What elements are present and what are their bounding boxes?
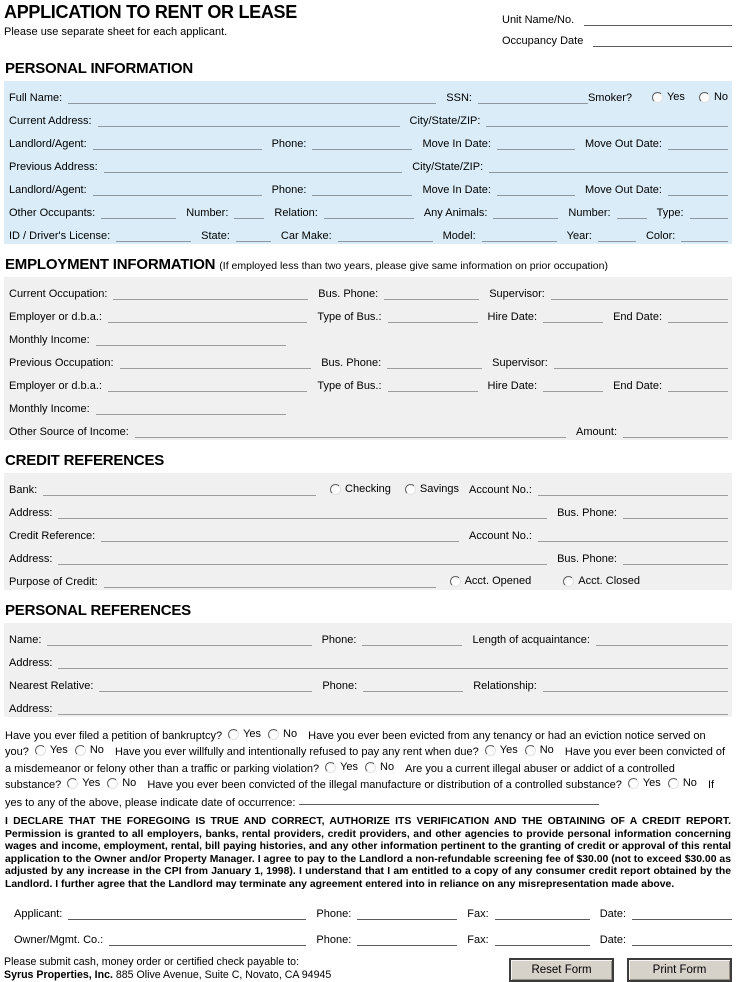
current-landlord-agent-field[interactable] — [93, 135, 262, 150]
radio-icon — [652, 92, 663, 103]
model-field[interactable] — [482, 227, 557, 242]
radio-icon — [75, 745, 86, 756]
credit-reference-row — [8, 520, 728, 543]
current-monthly-income-row — [8, 324, 728, 347]
monthly-income-label: Monthly Income: — [9, 403, 90, 415]
smoker-no-radio[interactable] — [699, 91, 728, 103]
monthly-income-label: Monthly Income: — [9, 334, 90, 346]
radio-label: No — [682, 777, 697, 790]
move-out-date-label: Move Out Date: — [584, 184, 662, 196]
previous-landlord-phone-field[interactable] — [312, 181, 412, 196]
length-acquaintance-label: Length of acquaintance: — [472, 634, 590, 646]
phone-label: Phone: — [322, 680, 358, 692]
header-fields — [492, 2, 732, 48]
radio-icon — [628, 778, 639, 789]
applicant-signature-field[interactable] — [68, 905, 306, 920]
current-address-row — [8, 105, 728, 128]
radio-label: No — [539, 744, 554, 757]
previous-end-date-field[interactable] — [668, 377, 728, 392]
unit-name-row — [492, 6, 732, 27]
bankruptcy-yes-radio[interactable] — [228, 727, 261, 742]
credit-address-field[interactable] — [58, 550, 547, 565]
previous-move-out-date-field[interactable] — [668, 181, 728, 196]
submit-note: Please submit cash, money order or certified check payable to: — [4, 956, 300, 969]
radio-label: Acct. Closed — [578, 575, 640, 587]
radio-label: Yes — [243, 728, 262, 740]
applicant-signature-row — [4, 895, 732, 921]
radio-label: Acct. Opened — [464, 575, 532, 587]
savings-radio[interactable] — [405, 483, 459, 495]
previous-landlord-row — [8, 174, 728, 197]
type-label: Type: — [656, 207, 684, 219]
radio-label: Yes — [82, 777, 101, 790]
previous-city-state-zip-field[interactable] — [489, 158, 728, 173]
end-date-label: End Date: — [613, 311, 662, 323]
previous-type-of-bus-field[interactable] — [388, 377, 478, 392]
move-in-date-label: Move In Date: — [422, 184, 491, 196]
credit-references-block — [4, 473, 732, 590]
radio-icon — [268, 729, 279, 740]
year-field[interactable] — [598, 227, 636, 242]
current-hire-date-field[interactable] — [543, 308, 603, 323]
radio-label: Yes — [340, 760, 359, 773]
question-evicted: Have you ever been evicted from any tenancy or had an eviction notice served on you? — [5, 729, 706, 759]
other-occupants-label: Other Occupants: — [9, 207, 96, 219]
other-income-label: Other Source of Income: — [9, 426, 129, 438]
header-titles — [4, 2, 297, 48]
radio-label: No — [122, 777, 137, 790]
car-make-field[interactable] — [338, 227, 433, 242]
date-label: Date: — [599, 934, 626, 947]
ssn-field[interactable] — [478, 89, 588, 104]
current-landlord-row — [8, 128, 728, 151]
occupancy-date-row — [492, 27, 732, 48]
substance-abuser-no-radio[interactable] — [107, 776, 136, 791]
state-label: State: — [201, 230, 230, 242]
previous-employer-row — [8, 370, 728, 393]
checking-radio[interactable] — [330, 483, 391, 495]
subtitle: Please use separate sheet for each applicant. — [4, 26, 228, 38]
id-drivers-license-field[interactable] — [116, 227, 191, 242]
current-address-field[interactable] — [98, 112, 400, 127]
relationship-label: Relationship: — [473, 680, 537, 692]
radio-icon — [35, 745, 46, 756]
bank-address-field[interactable] — [58, 504, 547, 519]
radio-icon — [699, 92, 710, 103]
phone-label: Phone: — [316, 934, 352, 947]
evicted-no-radio[interactable] — [75, 743, 104, 758]
previous-bus-phone-field[interactable] — [387, 354, 482, 369]
type-of-bus-label: Type of Bus.: — [317, 380, 382, 392]
smoker-yes-radio[interactable] — [652, 91, 685, 103]
radio-icon — [365, 762, 376, 773]
number-label: Number: — [186, 207, 229, 219]
year-label: Year: — [566, 230, 592, 242]
previous-address-row — [8, 151, 728, 174]
radio-icon — [405, 484, 416, 495]
section-employment-information — [5, 256, 732, 273]
occupancy-date-field[interactable] — [593, 32, 732, 47]
current-address-label: Current Address: — [9, 115, 92, 127]
full-name-row — [8, 82, 728, 105]
phone-label: Phone: — [321, 634, 357, 646]
current-employer-field[interactable] — [108, 308, 307, 323]
radio-icon — [330, 484, 341, 495]
length-acquaintance-field[interactable] — [596, 631, 728, 646]
bus-phone-label: Bus. Phone: — [557, 507, 617, 519]
current-occupation-row — [8, 278, 728, 301]
previous-occupation-field[interactable] — [120, 354, 312, 369]
personal-information-block — [4, 81, 732, 244]
other-occupants-field[interactable] — [101, 204, 176, 219]
applicant-label: Applicant: — [14, 908, 63, 921]
smoker-label: Smoker? — [587, 92, 632, 104]
full-name-field[interactable] — [68, 89, 436, 104]
credit-reference-label: Credit Reference: — [9, 530, 96, 542]
question-refused-rent: Have you ever willfully and intentionally refused to pay any rent when due? — [114, 746, 479, 759]
reference-address-field[interactable] — [58, 654, 728, 669]
nearest-relative-row — [8, 670, 728, 693]
convicted-no-radio[interactable] — [365, 760, 394, 775]
unit-name-label: Unit Name/No. — [502, 14, 575, 26]
radio-icon — [325, 762, 336, 773]
radio-label: Yes — [642, 777, 661, 790]
employer-dba-label: Employer or d.b.a.: — [9, 311, 102, 323]
relative-phone-field[interactable] — [363, 677, 463, 692]
supervisor-label: Supervisor: — [489, 288, 545, 300]
full-name-label: Full Name: — [9, 92, 63, 104]
fax-label: Fax: — [467, 908, 489, 921]
bank-row — [8, 474, 728, 497]
current-move-out-date-field[interactable] — [668, 135, 728, 150]
current-type-of-bus-field[interactable] — [388, 308, 478, 323]
manufacture-yes-radio[interactable] — [628, 776, 661, 791]
previous-address-field[interactable] — [104, 158, 403, 173]
relationship-field[interactable] — [543, 677, 728, 692]
radio-label: Yes — [499, 744, 518, 757]
applicant-phone-field[interactable] — [357, 905, 457, 920]
radio-label: No — [89, 744, 104, 757]
other-income-amount-field[interactable] — [623, 423, 728, 438]
current-end-date-field[interactable] — [668, 308, 728, 323]
if-yes-note: If yes to any of the above, please indicate date of occurrence: — [5, 778, 715, 809]
unit-name-field[interactable] — [584, 11, 732, 26]
previous-occupation-row — [8, 347, 728, 370]
screening-questions — [5, 727, 731, 810]
city-state-zip-label: City/State/ZIP: — [412, 161, 484, 173]
radio-label: Yes — [666, 91, 685, 103]
nearest-relative-label: Nearest Relative: — [9, 680, 94, 692]
occupancy-date-label: Occupancy Date — [502, 35, 584, 47]
section-credit-references: CREDIT REFERENCES — [5, 452, 165, 469]
current-bus-phone-field[interactable] — [384, 285, 479, 300]
applicant-fax-field[interactable] — [495, 905, 590, 920]
convicted-yes-radio[interactable] — [325, 760, 358, 775]
reset-form-button[interactable]: Reset Form — [509, 958, 614, 982]
radio-label: No — [283, 728, 298, 740]
print-form-button[interactable]: Print Form — [627, 958, 732, 982]
nearest-relative-field[interactable] — [99, 677, 312, 692]
name-label: Name: — [9, 634, 42, 646]
company-name: Syrus Properties, Inc. — [4, 969, 113, 982]
current-occupation-label: Current Occupation: — [9, 288, 108, 300]
type-of-bus-label: Type of Bus.: — [317, 311, 382, 323]
form-buttons — [496, 958, 732, 982]
phone-label: Phone: — [271, 184, 307, 196]
applicant-date-field[interactable] — [632, 905, 732, 920]
credit-reference-field[interactable] — [101, 527, 459, 542]
previous-supervisor-field[interactable] — [554, 354, 728, 369]
bus-phone-label: Bus. Phone: — [318, 288, 379, 300]
other-income-field[interactable] — [135, 423, 566, 438]
relative-address-field[interactable] — [58, 700, 728, 715]
current-supervisor-field[interactable] — [551, 285, 728, 300]
occupants-animals-row — [8, 197, 728, 220]
reference-name-field[interactable] — [47, 631, 311, 646]
substance-abuser-yes-radio[interactable] — [67, 776, 100, 791]
owner-fax-field[interactable] — [495, 931, 590, 946]
bank-label: Bank: — [9, 484, 38, 496]
employment-heading-text: EMPLOYMENT INFORMATION — [5, 256, 216, 273]
relative-address-row — [8, 693, 728, 716]
employer-dba-label: Employer or d.b.a.: — [9, 380, 102, 392]
radio-label: Checking — [345, 483, 391, 495]
current-city-state-zip-field[interactable] — [486, 112, 728, 127]
owner-mgmt-label: Owner/Mgmt. Co.: — [14, 934, 104, 947]
car-make-label: Car Make: — [280, 230, 332, 242]
occupants-number-field[interactable] — [234, 204, 264, 219]
declaration-text: I DECLARE THAT THE FOREGOING IS TRUE AND CORRECT, AUTHORIZE ITS VERIFICATION AND THE OBTAINING OF A CREDIT REPORT. Permission is granted to all employers, banks, rental providers, credit providers, and other agencies to provide personal information concerning wages and income, employment, rental, bill paying histories, and any other information pertinent to the granting of credit or approval of this rental application to the Owner and/or Property Manager. I agree to pay to the Landlord a non-refundable screening fee of $30.00 (not to exceed $30.00 as adjusted by any increase in the CPI from January 1, 1998). I understand that I am entitled to a copy of any consumer credit report obtained by the Landlord. I further agree that the Landlord may terminate any agreement entered into in reliance on any misrepresentation made above. — [5, 816, 731, 890]
company-address: 885 Olive Avenue, Suite C, Novato, CA 94945 — [115, 969, 332, 982]
bank-field[interactable] — [43, 481, 316, 496]
relation-field[interactable] — [324, 204, 414, 219]
state-field[interactable] — [236, 227, 271, 242]
radio-label: Yes — [49, 744, 68, 757]
address-label: Address: — [9, 507, 53, 519]
address-label: Address: — [9, 703, 53, 715]
bus-phone-label: Bus. Phone: — [557, 553, 617, 565]
purpose-of-credit-field[interactable] — [104, 573, 436, 588]
color-field[interactable] — [681, 227, 728, 242]
previous-address-label: Previous Address: — [9, 161, 98, 173]
form-header — [4, 2, 732, 48]
model-label: Model: — [442, 230, 476, 242]
bank-address-row — [8, 497, 728, 520]
acct-closed-radio[interactable] — [563, 575, 640, 587]
radio-icon — [525, 745, 536, 756]
fax-label: Fax: — [467, 934, 489, 947]
personal-references-block — [4, 623, 732, 717]
owner-mgmt-field[interactable] — [109, 931, 306, 946]
color-label: Color: — [645, 230, 676, 242]
radio-label: No — [713, 91, 728, 103]
current-employer-row — [8, 301, 728, 324]
move-out-date-label: Move Out Date: — [584, 138, 662, 150]
previous-occupation-label: Previous Occupation: — [9, 357, 114, 369]
amount-label: Amount: — [576, 426, 617, 438]
date-label: Date: — [599, 908, 626, 921]
hire-date-label: Hire Date: — [487, 311, 538, 323]
purpose-of-credit-row — [8, 566, 728, 589]
id-drivers-license-label: ID / Driver's License: — [9, 230, 111, 242]
company-line — [4, 969, 331, 982]
current-landlord-phone-field[interactable] — [312, 135, 412, 150]
acct-opened-radio[interactable] — [450, 575, 532, 587]
landlord-agent-label: Landlord/Agent: — [9, 138, 87, 150]
manufacture-no-radio[interactable] — [668, 776, 697, 791]
animals-number-field[interactable] — [617, 204, 647, 219]
radio-icon — [228, 729, 239, 740]
current-move-in-date-field[interactable] — [497, 135, 575, 150]
radio-icon — [668, 778, 679, 789]
license-vehicle-row — [8, 220, 728, 243]
previous-monthly-income-row — [8, 393, 728, 416]
refused-rent-no-radio[interactable] — [525, 743, 554, 758]
radio-icon — [67, 778, 78, 789]
question-convicted: Have you ever been convicted of a misdemeanor or felony other than a traffic or parking violation? — [5, 746, 726, 775]
end-date-label: End Date: — [613, 380, 662, 392]
bus-phone-label: Bus. Phone: — [321, 357, 382, 369]
radio-icon — [107, 778, 118, 789]
any-animals-field[interactable] — [493, 204, 558, 219]
radio-label: No — [380, 760, 395, 773]
form-footer — [4, 956, 732, 982]
employment-information-block — [4, 277, 732, 440]
current-occupation-field[interactable] — [113, 285, 308, 300]
page-title: APPLICATION TO RENT OR LEASE — [4, 2, 297, 22]
bank-bus-phone-field[interactable] — [623, 504, 728, 519]
address-label: Address: — [9, 657, 53, 669]
account-no-label: Account No.: — [469, 484, 532, 496]
previous-employer-field[interactable] — [108, 377, 307, 392]
refused-rent-yes-radio[interactable] — [485, 743, 518, 758]
landlord-agent-label: Landlord/Agent: — [9, 184, 87, 196]
any-animals-label: Any Animals: — [423, 207, 488, 219]
question-bankruptcy: Have you ever filed a petition of bankruptcy? — [5, 729, 223, 742]
radio-icon — [563, 576, 574, 587]
radio-icon — [485, 745, 496, 756]
section-personal-information: PERSONAL INFORMATION — [5, 60, 193, 77]
question-substance-abuser: Are you a current illegal abuser or addict of a controlled substance? — [5, 762, 675, 791]
owner-signature-row — [4, 921, 732, 947]
other-income-row — [8, 416, 728, 439]
evicted-yes-radio[interactable] — [35, 743, 68, 758]
address-label: Address: — [9, 553, 53, 565]
bank-account-no-field[interactable] — [538, 481, 728, 496]
relation-label: Relation: — [274, 207, 318, 219]
current-monthly-income-field[interactable] — [96, 331, 286, 346]
reference-address-row — [8, 647, 728, 670]
supervisor-label: Supervisor: — [492, 357, 548, 369]
move-in-date-label: Move In Date: — [422, 138, 491, 150]
reference-name-row — [8, 624, 728, 647]
credit-address-row — [8, 543, 728, 566]
owner-date-field[interactable] — [632, 931, 732, 946]
number-label: Number: — [568, 207, 611, 219]
credit-account-no-field[interactable] — [538, 527, 728, 542]
payment-instructions — [4, 956, 331, 982]
occurrence-date-field[interactable] — [299, 793, 599, 805]
radio-icon — [450, 576, 461, 587]
question-manufacture: Have you ever been convicted of the illegal manufacture or distribution of a controlled substance? — [147, 778, 622, 791]
previous-monthly-income-field[interactable] — [96, 400, 286, 415]
phone-label: Phone: — [271, 138, 307, 150]
reference-phone-field[interactable] — [362, 631, 462, 646]
city-state-zip-label: City/State/ZIP: — [409, 115, 481, 127]
hire-date-label: Hire Date: — [487, 380, 538, 392]
employment-note: (If employed less than two years, please give same information on prior occupation) — [219, 260, 608, 272]
credit-bus-phone-field[interactable] — [623, 550, 728, 565]
account-no-label: Account No.: — [469, 530, 532, 542]
phone-label: Phone: — [316, 908, 352, 921]
ssn-label: SSN: — [446, 92, 472, 104]
radio-label: Savings — [419, 483, 460, 495]
animals-type-field[interactable] — [690, 204, 728, 219]
previous-move-in-date-field[interactable] — [497, 181, 575, 196]
section-personal-references: PERSONAL REFERENCES — [5, 602, 191, 619]
previous-hire-date-field[interactable] — [543, 377, 603, 392]
purpose-of-credit-label: Purpose of Credit: — [9, 576, 98, 588]
owner-phone-field[interactable] — [357, 931, 457, 946]
previous-landlord-agent-field[interactable] — [93, 181, 262, 196]
bankruptcy-no-radio[interactable] — [268, 727, 297, 742]
